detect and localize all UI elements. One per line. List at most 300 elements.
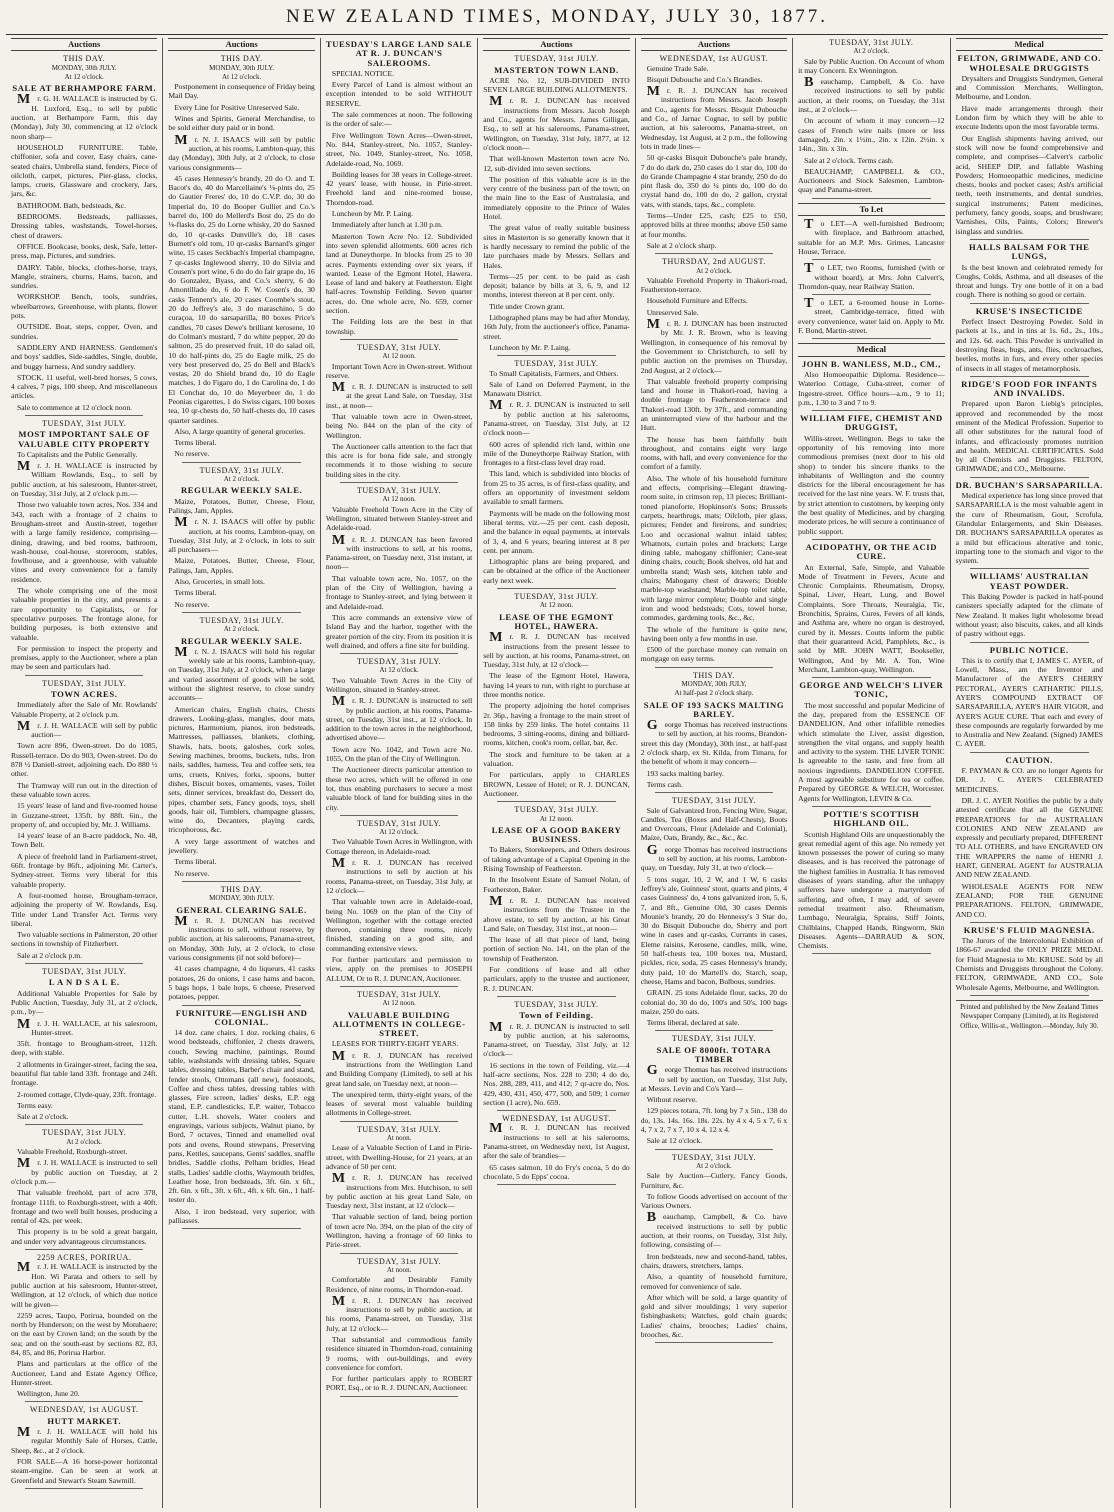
ad-paragraph: That valuable freehold property comprising land and house in Thakori-road, having a double frontage to Featherston-terrace and Thakori-road 130ft. by 37ft., and commanding an uninterrupted view of the harbour and the Hutt. [640, 376, 788, 433]
ad-date: TUESDAY, 31st JULY. [199, 615, 284, 625]
ad-separator [340, 1121, 458, 1122]
ad-paragraph: For further particulars apply to ROBERT PORT, Esq., or to R. J. DUNCAN, Auctioneer. [325, 1374, 473, 1393]
ad-paragraph: No reserve. [174, 449, 210, 459]
ad-paragraph: 14 years' lease of an 8-acre paddock, No. 48, Town Belt. [11, 831, 158, 850]
ad-paragraph: Mr. R. J. DUNCAN has received instructions from Messrs. Jacob Joseph and Co., agents for Messrs. James Gilligan, Esq., to sell at his salerooms, Panama-street, Wellington, on Tuesday, 31st July, 1877, at 12 o'clock noon— [483, 94, 630, 152]
ad-paragraph: Iron bedsteads, new and second-hand, tables, chairs, drawers, stretchers, lamps. [640, 1251, 788, 1270]
ad-title: HUTT MARKET. [47, 1415, 122, 1426]
ad-separator [497, 996, 615, 997]
ad-paragraph: SADDLERY AND HARNESS. Gentlemen's and boys' saddles, Side-saddles, Single, double, and buggy harness, And sundry saddlery. [11, 342, 158, 371]
ad-paragraph: Valuable Freehold Town Acre in the City of Wellington, situated between Stanley-street and Adelaide-road. [325, 504, 473, 533]
ad-title: LEASE OF THE EGMONT HOTEL, HAWERA. [499, 611, 614, 631]
ad-title: VALUABLE BUILDING ALLOTMENTS IN COLLEGE-STREET. [332, 1009, 466, 1039]
column-5 [636, 38, 793, 1508]
ad-date: THIS DAY. [693, 670, 735, 680]
ad-paragraph: Mr. N. J. ISAACS will offer by public auction, at his rooms, Lambton-quay, on Tuesday, 31st July, at 2 o'clock, in lots to suit all purchasers— [168, 515, 315, 555]
ad-paragraph: FOR SALE—A 16 horse-power horizontal steam-engine. Can be seen at work at Greenfield and Stewart's Steam Sawmill. [11, 1456, 158, 1485]
ad-separator [340, 1253, 458, 1254]
advertisement [326, 40, 472, 336]
ad-body [798, 563, 944, 675]
ad-separator [812, 953, 930, 954]
ad-paragraph: LEASES FOR THIRTY-EIGHT YEARS. [331, 1039, 459, 1049]
ad-paragraph: The Auctioneer directs particular attention to these two acres, which will be offered in one lot, thus enabling purchasers to secure a most valuable block of land for building sites in the city. [325, 765, 473, 812]
ad-paragraph: The house has been faithfully built throughout, and contains eight very large rooms, with hall, and every convenience for the comfort of a family. [640, 434, 788, 472]
ad-date: WEDNESDAY, 1st AUGUST. [502, 1114, 611, 1124]
ad-title: JOHN B. WANLESS, M.D., CM., [801, 358, 941, 369]
ad-paragraph: Also Homoeopathic Diploma. Residence—Waterloo Cottage, Cuba-street, corner of Ingestre-street. Office hours—a.m., 9 to 11; p.m., 1.30 to 3 and 7 to 9. [798, 369, 945, 407]
ad-paragraph: Sale at 12 o'clock. [646, 1136, 703, 1146]
ad-paragraph: Sale by Public Auction. On Account of whom it may Concern. Ex Wennington. [798, 56, 945, 75]
ad-body [168, 1028, 314, 1225]
ad-paragraph: Building leases for 38 years in College-street. 42 years' lease, with house, in Pirie-street. Freehold land and nine-roomed house, Thorndon-road. [325, 169, 473, 207]
ad-body [641, 1171, 787, 1339]
column-6 [793, 38, 950, 1508]
ad-paragraph: Valuable Freehold, Roxburgh-street. [17, 1147, 128, 1157]
ad-paragraph: Mr. R. J. DUNCAN has been favored with instructions to sell, at his rooms, Panama-street, on Tuesday next, 31st instant, at noon— [325, 532, 473, 572]
ad-title: GEORGE AND WELCH'S LIVER TONIC, [799, 680, 944, 700]
ad-separator [655, 1030, 773, 1031]
ad-paragraph: Lease of a Valuable Section of Land in Pirie-street, with Dwelling-House, for 21 years, at an advance of 50 per cent. [325, 1143, 473, 1171]
ad-body [956, 399, 1103, 473]
ad-paragraph: 2259 acres, Taupo, Porirua, bounded on the north by Hunderson; on the west by Motuhaere; on the east by Crown land; on the south by the sea; and on the south-east by sections 82, 83, 84, 85, and 86, Porirua Harbor. [11, 1310, 158, 1357]
medical-ad [798, 810, 944, 950]
ad-body [798, 57, 944, 195]
ad-time: At 2 o'clock. [223, 475, 260, 484]
ad-paragraph: For further particulars and permission to view, apply on the premises to JOSEPH ALLUM, Or to R. J. DUNCAN, Auctioneer. [325, 955, 473, 983]
advertisement [956, 646, 1103, 749]
advertisement [641, 671, 787, 790]
ad-title: POTTIE'S SCOTTISH HIGHLAND OIL. [823, 808, 920, 829]
ad-separator [182, 1228, 300, 1229]
to-let-ad [798, 263, 944, 291]
ad-date: TUESDAY, 31st JULY. [357, 657, 442, 667]
ad-paragraph: Mr. J. H. WALLACE, at his salesroom, Hunter-street. [17, 1016, 158, 1037]
ad-paragraph: The whole of the furniture is quite new, having been only a few months in use. [640, 624, 788, 643]
advertisement [956, 481, 1103, 566]
ad-paragraph: For particulars, apply to CHARLES BROWN, Lessee of Hotel; or R. J. DUNCAN, Auctioneer. [483, 770, 630, 798]
ad-paragraph: Mr. R. J. DUNCAN has received instructions to sell at his salerooms, Panama-street, on Wednesday next, 1st August, after the sale of brandies— [483, 1121, 630, 1161]
ad-paragraph: Terms—Under £25, cash; £25 to £50, approved bills at three months; above £50 same at four months. [640, 211, 788, 239]
ad-time: At 12 noon. [382, 352, 416, 361]
advertisement [956, 926, 1103, 992]
ad-paragraph: Terms liberal, declared at sale. [646, 1018, 740, 1028]
ad-title: PUBLIC NOTICE. [989, 644, 1069, 655]
ad-paragraph: The sale commences at noon. The following is the order of sale:— [325, 110, 473, 129]
ad-paragraph: The lease of the Egmont Hotel, Hawera, having 14 years to run, with right to purchase at three months notice. [483, 671, 630, 699]
ad-body [641, 276, 787, 664]
ad-body [168, 497, 314, 609]
ad-date: WEDNESDAY, 1st AUGUST. [659, 54, 769, 64]
ad-paragraph: Two Valuable Town Acres in Wellington, with Cottage thereon, in Adelaide-road. [325, 837, 473, 856]
advertisement [641, 1153, 787, 1340]
ad-paragraph: The Jurors of the Intercolonial Exhibition of 1866-67 awarded the ONLY PRIZE MEDAL for Fluid Magnesia to Mr. KRUSE. Sold by all Chemists and Druggists throughout the Colony. FELTON, GRIMWADE, AND CO., Sole Wholesale Agents, Melbourne, and Wellington. [955, 936, 1103, 992]
advertisement [641, 1034, 787, 1145]
ad-paragraph: Mr. N. J. ISAACS will hold his regular weekly sale at his rooms, Lambton-quay, on Tuesday, 31st July, at 2 o'clock, when a large and varied assortment of goods will be sold, without the slightest reserve, to close sundry accounts— [168, 644, 315, 703]
ad-separator [497, 1110, 615, 1111]
ad-paragraph: Is the best known and celebrated remedy for Coughs, Colds, Asthma, and all diseases of the throat and lungs. Try one bottle of it on a bad cough. There is nothing so good or certain. [955, 262, 1103, 300]
advertisement [641, 54, 787, 250]
ad-paragraph: Also, A large quantity of general groceries. [174, 426, 306, 436]
ad-paragraph: Mr. R. J. DUNCAN has received instructions from Messrs. Jacob Joseph and Co., agents for Messrs. Bisquit Dubouche and Co., of Jarnac Cognac, to sell by public auction, at his salerooms, Panama-street, on Wednesday, 1st August, at 2 p.m., the following lots in trade lines— [640, 84, 788, 151]
ad-paragraph: ACRE No. 12, SUB-DIVIDED INTO SEVEN LARGE BUILDING ALLOTMENTS. [483, 75, 630, 95]
ad-title: Town of Feilding. [519, 1010, 594, 1021]
ad-paragraph: Wellington, June 20. [17, 1389, 80, 1399]
ad-body [641, 1065, 787, 1145]
ad-paragraph: Every Line for Positive Unreserved Sale. [174, 102, 300, 112]
ad-date: TUESDAY, 31st JULY. [42, 967, 127, 977]
ad-separator [497, 801, 615, 802]
ad-paragraph: Scottish Highland Oils are unquestionably the great remedial agent of this age. No remedy yet known possesses the power of curing so many diseases, and is has received the patronage of the highest families in Australia. It has removed diseases of years standing, after the unhappy sufferers have undergone a martyrdom of suffering, and often, I may add, of severe remedial treatment also. Rheumatism, Lumbago, Neuralgia, Sprains, Stiff Joints, Chilblains, Chapped Hands, Ringworm, Skin Diseases. Agents—DARRAUD & SON, Chemists. [798, 829, 945, 951]
ad-paragraph: After which will be sold, a large quantity of gold and silver mouldings; 1 very superior fishingbaskets; Watches, gold chain guards; Ladies' chains, brooches; Ladies' chains, brooches, &c. [640, 1292, 788, 1339]
ad-paragraph: 193 sacks malting barley. [646, 768, 724, 778]
ad-paragraph: Sale by Auction—Cutlery, Fancy Goods, Furniture, &c. [640, 1171, 788, 1190]
column-header: Auctions [11, 38, 157, 51]
ad-paragraph: Our English shipments having arrived, our stock will now be found comprehensive and complete, and comprises—Calvert's carbolic acid, SHEEP DIP, and fallable Washing Powders; Homoeopathic medicines, medicine chests, books and pocket cases; Ash's artificial teeth, teeth instruments, and dental sundries, surgical instruments; Patent medicines, perfumery, fancy goods, soaps, and brushware; Varnishes, Oils, Paints, Colors; Brewer's isinglass and sundries. [955, 133, 1103, 236]
ad-time: At 2 o'clock. [66, 1137, 103, 1146]
ad-paragraph: An External, Safe, Simple, and Valuable Mode of Treatment in Fevers, Acute and Chronic Complaints. Rheumatism, Dropsy, Spinal, Liver, Heart, Lung, and Bowel Complaints, Sore Throats, Neuralgia, Tic, Bronchitis, Sprains, Cures, Fevers of all kinds, and Asthma are, where no organ is destroyed, cured by it. Messrs. Coutts inform the public that their guaranteed Acid, Pamphlets, &c., is sold by MR. JOHN WATT, Bookseller, Wellington, And by Mr. A. Ton, Wine Merchant, Lambton-quay, Wellington. [798, 562, 945, 674]
ad-paragraph: In the Insolvent Estate of Samuel Nolan, of Featherston, Baker. [483, 875, 630, 894]
ad-paragraph: The great value of really suitable business sites in Masterton is so generally known that it is hardly necessary to remind the public of the late purchases made by Messrs. Sellars and Hales. [483, 223, 630, 270]
ad-paragraph: Postponement in consequence of Friday being Mail Day. [168, 82, 315, 101]
ad-separator [970, 477, 1089, 478]
column-header: Medical [956, 38, 1103, 51]
ad-title: SALE OF 8000ft. TOTARA TIMBER [656, 1044, 772, 1064]
ad-separator [970, 376, 1089, 377]
ad-title: MOST IMPORTANT SALE OF VALUABLE CITY PROPERTY [18, 429, 151, 449]
ad-date: TUESDAY, 31st JULY. [357, 989, 442, 999]
ad-time: MONDAY, 30th JULY. [209, 894, 275, 903]
ad-date: THURSDAY, 2nd AUGUST. [662, 257, 766, 267]
ad-body [326, 69, 472, 336]
ad-body [956, 592, 1103, 638]
ad-separator [655, 792, 773, 793]
ad-date: TUESDAY, 31st JULY. [199, 465, 284, 475]
ad-paragraph: Additional Valuable Properties for Sale by Public Auction, Tuesday, July 31, at 2 o'clock, p.m., by— [11, 988, 158, 1017]
ad-date: TUESDAY, 31st JULY. [514, 359, 599, 369]
ad-paragraph: 65 cases salmon, 10 do Fry's cocoa, 5 do do chocolate, 5 do Epps' cocoa. [483, 1162, 630, 1181]
column-1 [6, 38, 163, 1508]
advertisement [956, 54, 1103, 236]
ad-paragraph: Mr. R. J. DUNCAN has received instructions from Mrs. Hutchison, to sell by public auction at his great Land Sale, on Tuesday next, 31st instant, at 12 o'clock— [325, 1171, 473, 1211]
ad-paragraph: Household Furniture and Effects. [646, 296, 748, 306]
ad-paragraph: The lease of all that piece of land, being portion of section No. 141, on the plan of the township of Featherston. [483, 935, 630, 963]
ad-paragraph: The Auctioneer calls attention to the fact that this acre is for bona fide sale, and strongly recommends it to those wishing to secure building sites in the city. [325, 441, 473, 479]
ad-paragraph: To Bakers, Storekeepers, and Others desirous of taking advantage of a Capital Opening in the Rising Township of Featherston. [483, 845, 630, 874]
advertisement [326, 343, 472, 479]
ad-paragraph: The position of this valuable acre is in the very centre of the business part of the town, on the main line to the East of Australasia, and immediately opposite to the Prince of Wales Hotel. [483, 174, 630, 222]
ad-body [798, 298, 944, 335]
ad-paragraph: American chairs, English chairs, Chests drawers, Looking-glass, mangles, door mats, pictures, Harmonium, pianos, iron bedsteads, Mattresses, palliasses, blankets, clothing, Shawls, hats, boots, galoshes, cork soles, Sewing machines, brooms, buckets, tubs, Iron nails, saddles, harness, Tea and coffee sets, tea urns, cruets, Knives, forks, spoons, butter dishes, Biscuit boxes, ornaments, vases, Toilet sets, dinner services, breakfast do, Dessert do, pipes, chamber sets, Fancy goods, toys, shell goods, hair oil, Tumblers, champagne glasses, wine do, Decanters, playing cards, tricophorous, &c. [168, 704, 315, 835]
advertisement [641, 796, 787, 1027]
ad-date: TUESDAY, 31st JULY. [42, 418, 127, 428]
ad-paragraph: That substantial and commodious family residence situated in Thorndon-road, containing 9 rooms, with out-buildings, and every convenience for comfort. [325, 1335, 473, 1372]
ad-paragraph: To LET, a 6-roomed house in Lorne-street, Cambridge-terrace, fitted with every convenience, water laid on. Apply to Mr. F. Bond, Martin-street. [798, 296, 945, 336]
ad-time: At 12 noon. [382, 495, 416, 504]
ad-date: TUESDAY, 31st JULY. [514, 592, 599, 602]
ad-paragraph: 15 years' lease of land and five-roomed house in Guzzane-street, 135ft. by 88ft. 6in., the property of, and occupied by, Mr. J. Williams. [11, 801, 158, 829]
ad-separator [970, 239, 1089, 240]
ad-paragraph: 35ft. frontage to Brougham-street, 112ft. deep, with stable. [11, 1039, 158, 1058]
ad-paragraph: Have made arrangements through their London firm by which they will be able to execute Indents upon the most favorable terms. [955, 103, 1103, 132]
advertisement [11, 1405, 157, 1484]
ad-paragraph: Terms liberal. [174, 588, 217, 598]
advertisement [326, 657, 472, 812]
ad-body [11, 1262, 157, 1398]
ad-separator [970, 303, 1089, 304]
ad-separator [812, 806, 930, 807]
ad-date: THIS DAY. [63, 54, 106, 64]
ad-separator [970, 568, 1089, 569]
ad-paragraph: Sale at 2 o'clock p.m. [17, 950, 83, 960]
ad-body [956, 766, 1103, 919]
ad-title: HALLS BALSAM FOR THE LUNGS, [969, 241, 1090, 262]
ad-paragraph: Mr. R. J. DUNCAN has received instructions to sell, without reserve, by public auction, at his salerooms, Panama-street, on Monday, 30th July, at 2 o'clock, to close various consignments (if not sold before)— [168, 913, 315, 963]
ad-time: MONDAY, 30th JULY, [681, 680, 747, 688]
ad-separator [655, 667, 773, 668]
advertisement [483, 805, 629, 993]
ad-paragraph: Lithographic plans are being prepared, and can be obtained at the office of the Auctioneer early next week. [483, 557, 630, 585]
advertisement [956, 307, 1103, 373]
ad-paragraph: Mr. R. J. DUNCAN has been instructed by Mr. J. R. Brown, who is leaving Wellington, in consequence of his removal by the Government to Christchurch, to sell by public auction on the premises on Thursday, 2nd August, at 2 o'clock— [640, 317, 788, 375]
ad-date: TUESDAY, 31st JULY. [42, 1128, 127, 1138]
ad-title: RIDGE'S FOOD FOR INFANTS AND INVALIDS. [961, 378, 1098, 399]
ad-paragraph: 2 allotments in Grainger-street, facing the sea, beautiful flat table land 33ft. frontage and 24ft. frontage. [11, 1059, 158, 1088]
ad-time: At 12 noon. [539, 601, 574, 610]
ad-paragraph: Mr. R. J. DUNCAN has received instructions from the Trustee in the above estate, to sell by auction, at his Great Land Sale, on Tuesday, 31st inst., at noon— [483, 893, 630, 933]
ad-paragraph: This land, which is subdivided into blocks of from 25 to 35 acres, is of first-class quality, and offers an opportunity of investment seldom available to small farmers. [483, 469, 630, 507]
ad-body [326, 837, 472, 982]
ad-time: At 12 noon. [382, 999, 416, 1008]
ad-body [168, 644, 315, 878]
ad-body [326, 505, 472, 650]
column-header: Auctions [168, 38, 314, 51]
ad-paragraph: To LET, two Rooms, furnished (with or without board), at Mrs. John Calvert's, Thorndon-quay, near Railway Station. [798, 261, 945, 291]
ad-paragraph: Lithographed plans may be had after Monday, 16th July, from the auctioneer's office, Panama-street. [483, 313, 630, 341]
ad-title: REGULAR WEEKLY SALE. [180, 485, 303, 496]
ad-body [483, 632, 629, 798]
ad-title: MASTERTON TOWN LAND. [494, 64, 619, 75]
ad-paragraph: George Thomas has received instructions to sell by auction, at his rooms, Lambton-quay, on Tuesday, July 31, at two o'clock— [640, 842, 788, 873]
medical-ad [798, 414, 944, 536]
column-3 [321, 38, 478, 1508]
newspaper-columns [6, 38, 1108, 1508]
ad-paragraph: A piece of freehold land in Parliament-street, 66ft. frontage by 86ft., adjoining Mr. Carter's, Sydney-street. Terms very liberal for this valuable property. [11, 851, 158, 889]
advertisement [326, 990, 472, 1118]
ad-body [326, 362, 472, 480]
ad-paragraph: Mr. R. J. DUNCAN is instructed to sell by public auction at his salerooms, Panama-street, on Tuesday, 31st July, at 12 o'clock noon— [483, 398, 630, 438]
ad-separator [497, 588, 615, 589]
ad-title: TUESDAY'S LARGE LAND SALE AT R. J. DUNCAN'S SALEROOMS. [325, 39, 473, 68]
ad-paragraph: Immediately after lunch at 1.30 p.m. [331, 220, 443, 230]
ad-paragraph: OFFICE. Bookcase, books, desk, Safe, letter-press, map, Pictures, and sundries. [11, 241, 158, 261]
ad-separator [970, 642, 1089, 643]
ad-paragraph: Masterton Town Acre No. 12. Subdivided into seven splendid allotments. 600 acres rich land at Duneythorpe. In blocks from 25 to 30 acres. Payments extending over six years, if wanted. Lease of the Egmont Hotel, Hawera. Lease of land and bakery at Featherston. Eight half-acres Township Feilding. Seven quarter acres, do. One whole acre, No. 659, corner section. [325, 231, 473, 316]
ad-separator [812, 198, 930, 199]
ad-paragraph: Mr. J. H. WALLACE is instructed to sell by public auction on Tuesday, at 2 o'clock p.m.— [11, 1156, 158, 1186]
ad-paragraph: Beauchamp, Campbell, & Co. have received instructions to sell by public auction, at their rooms, on Tuesday, 31st July, following, consisting of— [640, 1210, 788, 1250]
to-let-ad [798, 219, 944, 256]
advertisement [956, 243, 1103, 300]
ad-paragraph: This is to certify that I, JAMES C. AYER, of Lowell, Mass., am the Inventor and Manufacturer of the AYER'S CHERRY PECTORAL, AYER'S CATHARTIC PILLS, AYER'S COMPOUND EXTRACT OF SARSAPARILLA, AYER'S HAIR VIGOR, and AYER'S AGUE CURE. That each and every of these compounds are regularly forwarded by me to Australia and New Zealand. (Signed) JAMES C. AYER. [955, 655, 1103, 749]
ad-time: At 12 o'clock. [222, 72, 262, 81]
ad-separator [340, 482, 458, 483]
column-2 [163, 38, 320, 1508]
ad-paragraph: A very large assortment of watches and jewellery. [168, 836, 315, 856]
ad-paragraph: Terms liberal. [174, 438, 217, 448]
ad-paragraph: Town acre No. 1042, and Town acre No. 1055, On the plan of the City of Wellington. [325, 744, 473, 764]
advertisement [168, 466, 314, 609]
ad-separator [970, 995, 1089, 996]
ad-separator [970, 752, 1089, 753]
ad-separator [25, 1488, 143, 1489]
ad-body [168, 913, 315, 1002]
ad-title: WILLIAM FIFE, CHEMIST AND DRUGGIST, [799, 413, 943, 433]
ad-date: TUESDAY, 31st JULY. [357, 1124, 442, 1134]
ad-paragraph: BEDROOMS. Bedsteads, palliasses, Dressing tables, washstands, Towel-horses, chest of drawers. [11, 212, 158, 240]
ad-body [326, 1039, 472, 1117]
ad-paragraph: Plans and particulars at the office of the Auctioneer, Land and Estate Agency Office, Hunter-street. [11, 1359, 158, 1387]
ad-paragraph: Without reserve. [646, 1095, 698, 1105]
printer-imprint: Printed and published by the New Zealand Times Newspaper Company (Limited), at its Registered Office, Willis-st., Wellington.—Monday, July 30. [956, 1000, 1103, 1031]
ad-paragraph: Medical experience has long since proved that SARSAPARILLA is the most valuable agent in the cure of Rheumatism, Gout, Scrofula, Glandular Enlargements, and Skin Diseases. DR. BUCHAN'S SARSAPARILLA operates as a mild but efficacious alterative and tonic, imparting tone to the stomach and vigor to the system. [955, 491, 1103, 566]
ad-body [798, 263, 944, 291]
ad-paragraph: That valuable town acre, No. 1057, on the plan of the City of Wellington, having a frontage to Stanley-street, and lying between it and Adelaide-road. [325, 573, 473, 611]
ad-separator [812, 338, 930, 339]
newspaper-title: NEW ZEALAND TIMES, MONDAY, JULY 30, 1877. [286, 6, 828, 27]
ad-paragraph: That valuable town acre in Adelaide-road, being No. 1069 on the plan of the City of Wellington, together with the cottage erected thereon, containing three rooms, nicely finished, standing on a good site, and commanding extensive views. [325, 897, 473, 953]
ad-paragraph: Luncheon by Mr. P. Laing. [331, 209, 414, 219]
ad-title: KRUSE'S INSECTICIDE [975, 305, 1083, 316]
advertisement [483, 1000, 629, 1107]
ad-paragraph: The unexpired term, thirty-eight years, of the leases of several most valuable building allotments in College-street. [325, 1089, 473, 1118]
ad-paragraph: Also, Groceries, in small lots. [174, 577, 265, 587]
ad-body [956, 936, 1103, 992]
ad-body [641, 64, 787, 251]
ad-paragraph: STOCK. 11 useful, well-bred horses, 5 cows, 4 calves, 7 pigs, 100 sheep, And miscellaneous articles. [11, 372, 158, 401]
ad-paragraph: Every Parcel of Land is almost without an exception intended to be sold WITHOUT RESERVE. [325, 80, 473, 108]
ad-paragraph: Valuable Freehold Property in Thakori-road, Featherston-terrace. [640, 275, 788, 295]
ad-paragraph: Important Town Acre in Owen-street. Without reserve. [325, 361, 473, 380]
ad-paragraph: Five Wellington Town Acres—Owen-street, No. 844, Stanley-street, No. 1057, Stanley-street, No. 1049, Stanley-street, No. 1058, Adelaide-road, No. 1069. [325, 130, 473, 168]
ad-title: KRUSE'S FLUID MAGNESIA. [963, 924, 1095, 935]
ad-separator [340, 339, 458, 340]
ad-paragraph: Town acre 896, Owen-street. Do do 1085, Russell-terrace. Do do 903, Owen-street. Do do 878 ½ Daniell-street, adjoining each. Do 880 ½ other. [11, 741, 158, 779]
ad-separator [812, 410, 930, 411]
ad-paragraph: Maize, Potatoes, Butter, Cheese, Flour, Palings, Jam, Apples. [168, 556, 315, 575]
ad-date: TUESDAY, 31st JULY. [671, 796, 756, 806]
ad-title: REGULAR WEEKLY SALE. [180, 635, 303, 646]
ad-paragraph: Maize, Potatoes, Butter, Cheese, Flour, Palings, Jam, Apples. [168, 496, 315, 515]
ad-body [798, 434, 944, 536]
advertisement [326, 1257, 472, 1393]
ad-date: TUESDAY, 31st JULY. [357, 818, 442, 828]
ad-paragraph: That valuable section of land, being portion of town acre No. 394, on the plan of the city of Wellington, having a frontage of 60 links to Pirie-street. [325, 1212, 473, 1250]
ad-paragraph: Mr. R. J. DUNCAN is instructed to sell by public auction, at his salerooms, Panama-street, on Tuesday, 31st July, at 12 o'clock— [483, 1019, 630, 1059]
ad-body [483, 1123, 629, 1181]
ad-paragraph: George Thomas has received instructions to sell by auction, on Tuesday, 31st July, at Messrs. Levin and Co's Yard— [640, 1063, 788, 1093]
ad-paragraph: Mr. R. J. DUNCAN is instructed to sell by public auction, at his rooms, Panama-street, on Tuesday, 31st inst., at 12 o'clock, In addition to the town acres in the neighborhood, advertised above— [325, 694, 473, 743]
ad-paragraph: Also, The whole of his household furniture and effects, comprising—Elegant drawing-room suite, in crimson rep, 13 pieces; Brilliant-toned pianoforte, Hopkinson's Sons; Brussels carpets, hearthrugs, mats; Oilcloth, pier glass, pictures; Fender and fireirons, and sundries; Loo and occasional walnut inlaid tables; Whatnots, curtain poles and brackets; Large dining table, mahogany chiffonier; Cane-seat dining chairs, couch; Book shelves, old hat and umbrella stand; Wash sets, kitchen table and chairs; Mahogany chest of drawers; Double marble-top washstand; Marble-top toilet table, with large mirror complete; Double and single iron and wood bedsteads; Cots, towel horse, commodes, gardening tools, &c., &c. [640, 473, 788, 623]
ad-paragraph: F. PAYMAN & CO. are no longer Agents for DR. J. C. AYER'S CELEBRATED MEDICINES. [955, 766, 1103, 794]
ad-paragraph: Bisquit Dubouche and Co.'s Brandies. [646, 74, 763, 84]
ad-paragraph: No reserve. [174, 868, 210, 878]
ad-title: FURNITURE—ENGLISH AND COLONIAL. [175, 1007, 308, 1027]
ad-body [956, 491, 1103, 565]
ad-body [11, 94, 157, 412]
ad-paragraph: Terms liberal. [174, 857, 217, 867]
ad-body [326, 1275, 472, 1393]
ad-paragraph: Title under Crown grant. [489, 301, 565, 311]
ad-separator [655, 1149, 773, 1150]
ad-separator [812, 259, 930, 260]
ad-date: TUESDAY, 31st JULY. [671, 1152, 756, 1162]
advertisement [956, 380, 1103, 474]
ad-time: At 2 o'clock. [696, 1161, 732, 1170]
ad-paragraph: The Tramway will run out in the direction of these valuable town acres. [11, 780, 158, 799]
ad-paragraph: To Capitalists and the Public Generally. [17, 449, 138, 459]
ad-title: FELTON, GRIMWADE, AND CO. WHOLESALE DRUGGISTS [957, 53, 1101, 73]
ad-separator [340, 653, 458, 654]
ad-paragraph: WORKSHOP. Bench, tools, sundries, wheelbarrows, Greenhouse, with plants, flower pots. [11, 292, 158, 321]
ad-paragraph: Sale of Galvanized Iron, Fencing Wire, Sugar, Candles, Tea (Boxes and Half-Chests), Boots and Overcoats, Flour (Adelaide and Colonial), Maize, Oats, Brandy, &c., &c., &c. [640, 805, 788, 843]
ad-paragraph: That valuable freehold, part of acre 378, frontage 111ft. to Roxburgh-street, with a 40ft. frontage and two well built houses, producing a rental of 42s. per week. [11, 1188, 158, 1226]
ad-paragraph: 2-roomed cottage, Clyde-quay, 23ft. frontage. [17, 1089, 157, 1099]
advertisement [11, 419, 157, 672]
ad-paragraph: For conditions of lease and all other particulars, apply to the trustee and auctioneer, R. J. DUNCAN. [483, 965, 630, 993]
ad-paragraph: Comfortable and Desirable Family Residence, of nine rooms, in Thorndon-road. [325, 1275, 473, 1294]
ad-paragraph: Perfect Insect Destroying Powder. Sold in packets at 1s., and in tins at 1s. 6d., 2s., 10s., and 12s. 6d. each. This Powder is unrivalled in destroying fleas, bugs, ants, flies, cockroaches, beetles, moths in furs, and every other species of insects in all stages of metamorphosis. [955, 317, 1103, 373]
ad-paragraph: Sale of Land on Deferred Payment, in the Manawatu District. [483, 379, 630, 399]
ad-paragraph: Mr. R. J. DUNCAN is instructed to sell at the great Land Sale, on Tuesday, 31st inst., at noon— [325, 380, 473, 410]
ad-paragraph: Mr. R. J. DUNCAN has received instructions from the present lessee to sell by auction, at his rooms, Panama-street, on Tuesday, 31st July, at 12 o'clock— [483, 630, 630, 670]
ad-date: WEDNESDAY, 1st AUGUST. [29, 1405, 139, 1415]
ad-date: TUESDAY, 31st JULY. [357, 486, 442, 496]
advertisement [956, 756, 1103, 919]
ad-separator [182, 462, 300, 463]
ad-paragraph: The most successful and popular Medicine of the day, prepared from the ESSENCE OF DANDELION, And other infallible remedies which stimulate the Liver, assist digestion, strengthen the vital organs, and supply health and activity to the system. THE LIVER TONIC Is agreeable to the taste, and free from all noxious ingredients. DANDELION COFFEE. A most agreeable substitute for tea or coffee. Prepared by GEORGE & WELCH, Worcester. Agents for Wellington, LEVIN & Co. [798, 700, 945, 803]
ad-separator [182, 881, 300, 882]
ad-paragraph: Mr. G. H. WALLACE is instructed by G. H. Luxford, Esq., to sell by public auction, at Berhampore Farm, this day (Monday), July 30, commencing at 12 o'clock noon sharp— [11, 92, 158, 141]
ad-paragraph: SPECIAL NOTICE. [331, 68, 394, 78]
ad-date: TUESDAY, 31st JULY. [514, 54, 599, 64]
ad-separator [182, 612, 300, 613]
ad-paragraph: The property adjoining the hotel comprises 2r. 36p., having a frontage to the main street of 158 links by 259 links. The hotel contains 11 bedrooms, 3 sitting-rooms, dining and billiard-rooms, kitchen, cook's room, cellar, bar, &c. [483, 701, 630, 748]
ad-body [956, 263, 1103, 300]
ad-paragraph: 129 pieces totara, 7ft. long by 7 x 5in., 138 do do, 13s. 14s. 16s. 18s. 22s. by 4 x 4, 5 x 7, 6 x 4, 7 x 2, 7 x 7, 10 x 4, 12 x 4. [640, 1106, 788, 1135]
ad-time: At 2 o'clock. [223, 625, 260, 634]
ad-separator [497, 1184, 615, 1185]
ad-body [11, 1147, 157, 1246]
ad-body [11, 700, 157, 960]
ad-separator [655, 253, 773, 254]
advertisement [483, 1114, 629, 1181]
ad-title: SALE AT BERHAMPORE FARM. [12, 83, 157, 94]
ad-paragraph: Prepared upon Baron Liebig's principles, approved and recommended by the most eminent of the Medical Profession. Superior to all other substitutes for the natural food of infants, and efficaciously promotes nutrition and health. MEDICAL CERTIFICATES. Sold by all Chemists and Druggists. FELTON, GRIMWADE, and CO., Melbourne. [955, 399, 1103, 474]
ad-paragraph: HOUSEHOLD FURNITURE. Table, chiffonier, sofa and cover, Easy chairs, cane-seated chairs, Umbrella stand, fenders, Piece of oilcloth, carpet, pictures, Pier-glass, clocks, lamps, cruets, Glassware and crockery, Jars, jars, &c. [11, 142, 158, 199]
ad-paragraph: Genuine Trade Sale. [646, 63, 709, 73]
ad-paragraph: Those two valuable town acres, Nos. 334 and 343, each with a frontage of 2 chains to Brougham-street and Austin-street, together with a large family residence, comprising—dining, drawing, and bed rooms, bathroom, wash-house, coal-house, storeroom, stables, fowlhouse, and a greenhouse, with valuable vines and every convenience for a family residence. [11, 500, 158, 584]
ad-separator [25, 1249, 143, 1250]
advertisement [326, 1125, 472, 1250]
medical-ad [798, 543, 944, 674]
ad-paragraph: To Small Capitalists, Farmers, and Others. [489, 368, 619, 378]
ad-date: TUESDAY, 31st JULY. [671, 1034, 756, 1044]
ad-body [326, 676, 472, 812]
ad-paragraph: 16 sections in the town of Feilding, viz.—4 half-acre sections, Nos. 228 to 230; 4 do do, Nos. 288, 289, 411, and 412; 7 qr-acre do, Nos. 429, 430, 431, 450, 477, 500, and 509; 1 corner section (1 acre), No. 659. [483, 1060, 630, 1107]
masthead-rule [6, 34, 1108, 35]
ad-title: ACIDOPATHY, OR THE ACID CURE. [805, 541, 938, 562]
ad-body [798, 370, 944, 407]
